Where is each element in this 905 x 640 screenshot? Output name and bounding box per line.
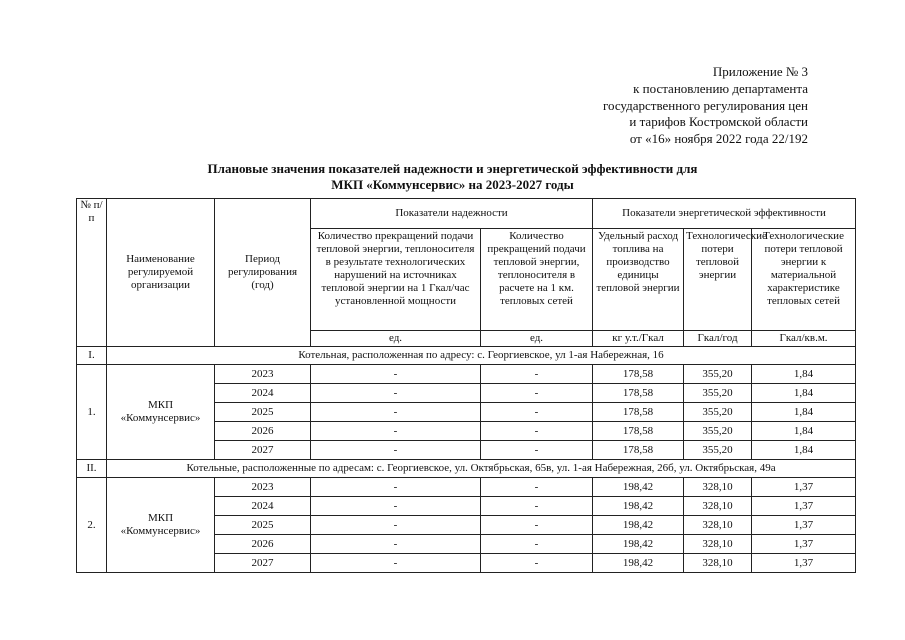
title-line-2: МКП «Коммунсервис» на 2023-2027 годы xyxy=(331,177,574,192)
table-row xyxy=(77,478,856,497)
table-row xyxy=(77,365,856,384)
cell-rel2: - xyxy=(481,516,593,535)
unit-eff2: Гкал/год xyxy=(684,331,752,347)
cell-eff2: 328,10 xyxy=(684,554,752,573)
cell-eff1: 198,42 xyxy=(593,497,684,516)
cell-eff1: 198,42 xyxy=(593,478,684,497)
section-number: II. xyxy=(77,460,107,478)
cell-eff1: 178,58 xyxy=(593,441,684,460)
annex-header xyxy=(603,64,808,148)
cell-rel1: - xyxy=(311,516,481,535)
cell-year: 2024 xyxy=(215,497,311,516)
cell-rel1: - xyxy=(311,497,481,516)
cell-eff1: 198,42 xyxy=(593,516,684,535)
annex-line: Приложение № 3 xyxy=(712,64,808,79)
cell-rel2: - xyxy=(481,365,593,384)
cell-eff3: 1,84 xyxy=(752,422,856,441)
cell-rel1: - xyxy=(311,403,481,422)
item-number: 1. xyxy=(77,365,107,460)
cell-rel2: - xyxy=(481,403,593,422)
organization-name: МКП «Коммунсервис» xyxy=(107,365,215,460)
unit-eff1: кг у.т./Гкал xyxy=(593,331,684,347)
section-title: Котельные, расположенные по адресам: с. Георгиевское, ул. Октябрьская, 65в, ул. 1-ая Набережная, 26б, ул. Октябрьская, 49а xyxy=(107,460,856,478)
cell-year: 2027 xyxy=(215,441,311,460)
cell-eff3: 1,84 xyxy=(752,365,856,384)
unit-rel2: ед. xyxy=(481,331,593,347)
cell-rel1: - xyxy=(311,441,481,460)
cell-rel2: - xyxy=(481,384,593,403)
header-eff2: Технологические потери тепловой энергии xyxy=(684,229,752,331)
unit-rel1: ед. xyxy=(311,331,481,347)
cell-eff3: 1,84 xyxy=(752,384,856,403)
cell-eff2: 355,20 xyxy=(684,365,752,384)
unit-eff3: Гкал/кв.м. xyxy=(752,331,856,347)
cell-eff2: 355,20 xyxy=(684,403,752,422)
header-efficiency-group: Показатели энергетической эффективности xyxy=(593,199,856,229)
cell-year: 2025 xyxy=(215,516,311,535)
cell-eff2: 328,10 xyxy=(684,535,752,554)
cell-eff3: 1,37 xyxy=(752,516,856,535)
cell-rel2: - xyxy=(481,497,593,516)
item-number: 2. xyxy=(77,478,107,573)
cell-rel1: - xyxy=(311,535,481,554)
cell-eff1: 178,58 xyxy=(593,403,684,422)
annex-line: государственного регулирования цен xyxy=(603,97,808,113)
cell-eff1: 198,42 xyxy=(593,554,684,573)
cell-eff2: 355,20 xyxy=(684,422,752,441)
header-eff3: Технологические потери тепловой энергии к материальной характеристике тепловых сетей xyxy=(752,229,856,331)
cell-eff1: 178,58 xyxy=(593,422,684,441)
cell-eff1: 198,42 xyxy=(593,535,684,554)
header-rel1: Количество прекращений подачи тепловой энергии, теплоносителя в результате технологических нарушений на источниках тепловой энергии на 1 Гкал/час установленной мощности xyxy=(311,229,481,331)
cell-rel2: - xyxy=(481,554,593,573)
annex-line: к постановлению департамента xyxy=(633,80,808,96)
cell-eff3: 1,37 xyxy=(752,554,856,573)
annex-line: и тарифов Костромской области xyxy=(629,114,808,130)
header-rel2: Количество прекращений подачи тепловой энергии, теплоносителя в расчете на 1 км. тепловых сетей xyxy=(481,229,593,331)
cell-eff2: 355,20 xyxy=(684,384,752,403)
header-period: Период регулирования (год) xyxy=(215,199,311,347)
cell-eff3: 1,84 xyxy=(752,441,856,460)
cell-year: 2023 xyxy=(215,365,311,384)
indicators-table xyxy=(76,198,856,573)
cell-eff3: 1,37 xyxy=(752,535,856,554)
cell-year: 2026 xyxy=(215,422,311,441)
annex-line: от «16» ноября 2022 года 22/192 xyxy=(629,131,808,147)
section-row xyxy=(77,347,856,365)
header-reliability-group: Показатели надежности xyxy=(311,199,593,229)
section-row xyxy=(77,460,856,478)
header-org: Наименование регулируемой организации xyxy=(107,199,215,347)
cell-rel1: - xyxy=(311,365,481,384)
cell-rel2: - xyxy=(481,478,593,497)
cell-year: 2027 xyxy=(215,554,311,573)
cell-eff2: 355,20 xyxy=(684,441,752,460)
cell-eff2: 328,10 xyxy=(684,478,752,497)
cell-eff3: 1,84 xyxy=(752,403,856,422)
cell-rel2: - xyxy=(481,422,593,441)
document-title xyxy=(0,161,905,193)
cell-eff2: 328,10 xyxy=(684,516,752,535)
header-eff1: Удельный расход топлива на производство единицы тепловой энергии xyxy=(593,229,684,331)
header-num: № п/п xyxy=(77,199,107,347)
cell-year: 2026 xyxy=(215,535,311,554)
cell-rel2: - xyxy=(481,535,593,554)
cell-eff3: 1,37 xyxy=(752,478,856,497)
cell-eff3: 1,37 xyxy=(752,497,856,516)
cell-year: 2025 xyxy=(215,403,311,422)
cell-eff1: 178,58 xyxy=(593,384,684,403)
cell-year: 2024 xyxy=(215,384,311,403)
cell-rel1: - xyxy=(311,384,481,403)
cell-eff2: 328,10 xyxy=(684,497,752,516)
cell-rel1: - xyxy=(311,478,481,497)
organization-name: МКП «Коммунсервис» xyxy=(107,478,215,573)
header-row-groups xyxy=(77,199,856,229)
section-number: I. xyxy=(77,347,107,365)
cell-year: 2023 xyxy=(215,478,311,497)
title-line-1: Плановые значения показателей надежности и энергетической эффективности для xyxy=(207,161,698,176)
cell-eff1: 178,58 xyxy=(593,365,684,384)
cell-rel1: - xyxy=(311,554,481,573)
cell-rel2: - xyxy=(481,441,593,460)
section-title: Котельная, расположенная по адресу: с. Георгиевское, ул 1-ая Набережная, 16 xyxy=(107,347,856,365)
cell-rel1: - xyxy=(311,422,481,441)
